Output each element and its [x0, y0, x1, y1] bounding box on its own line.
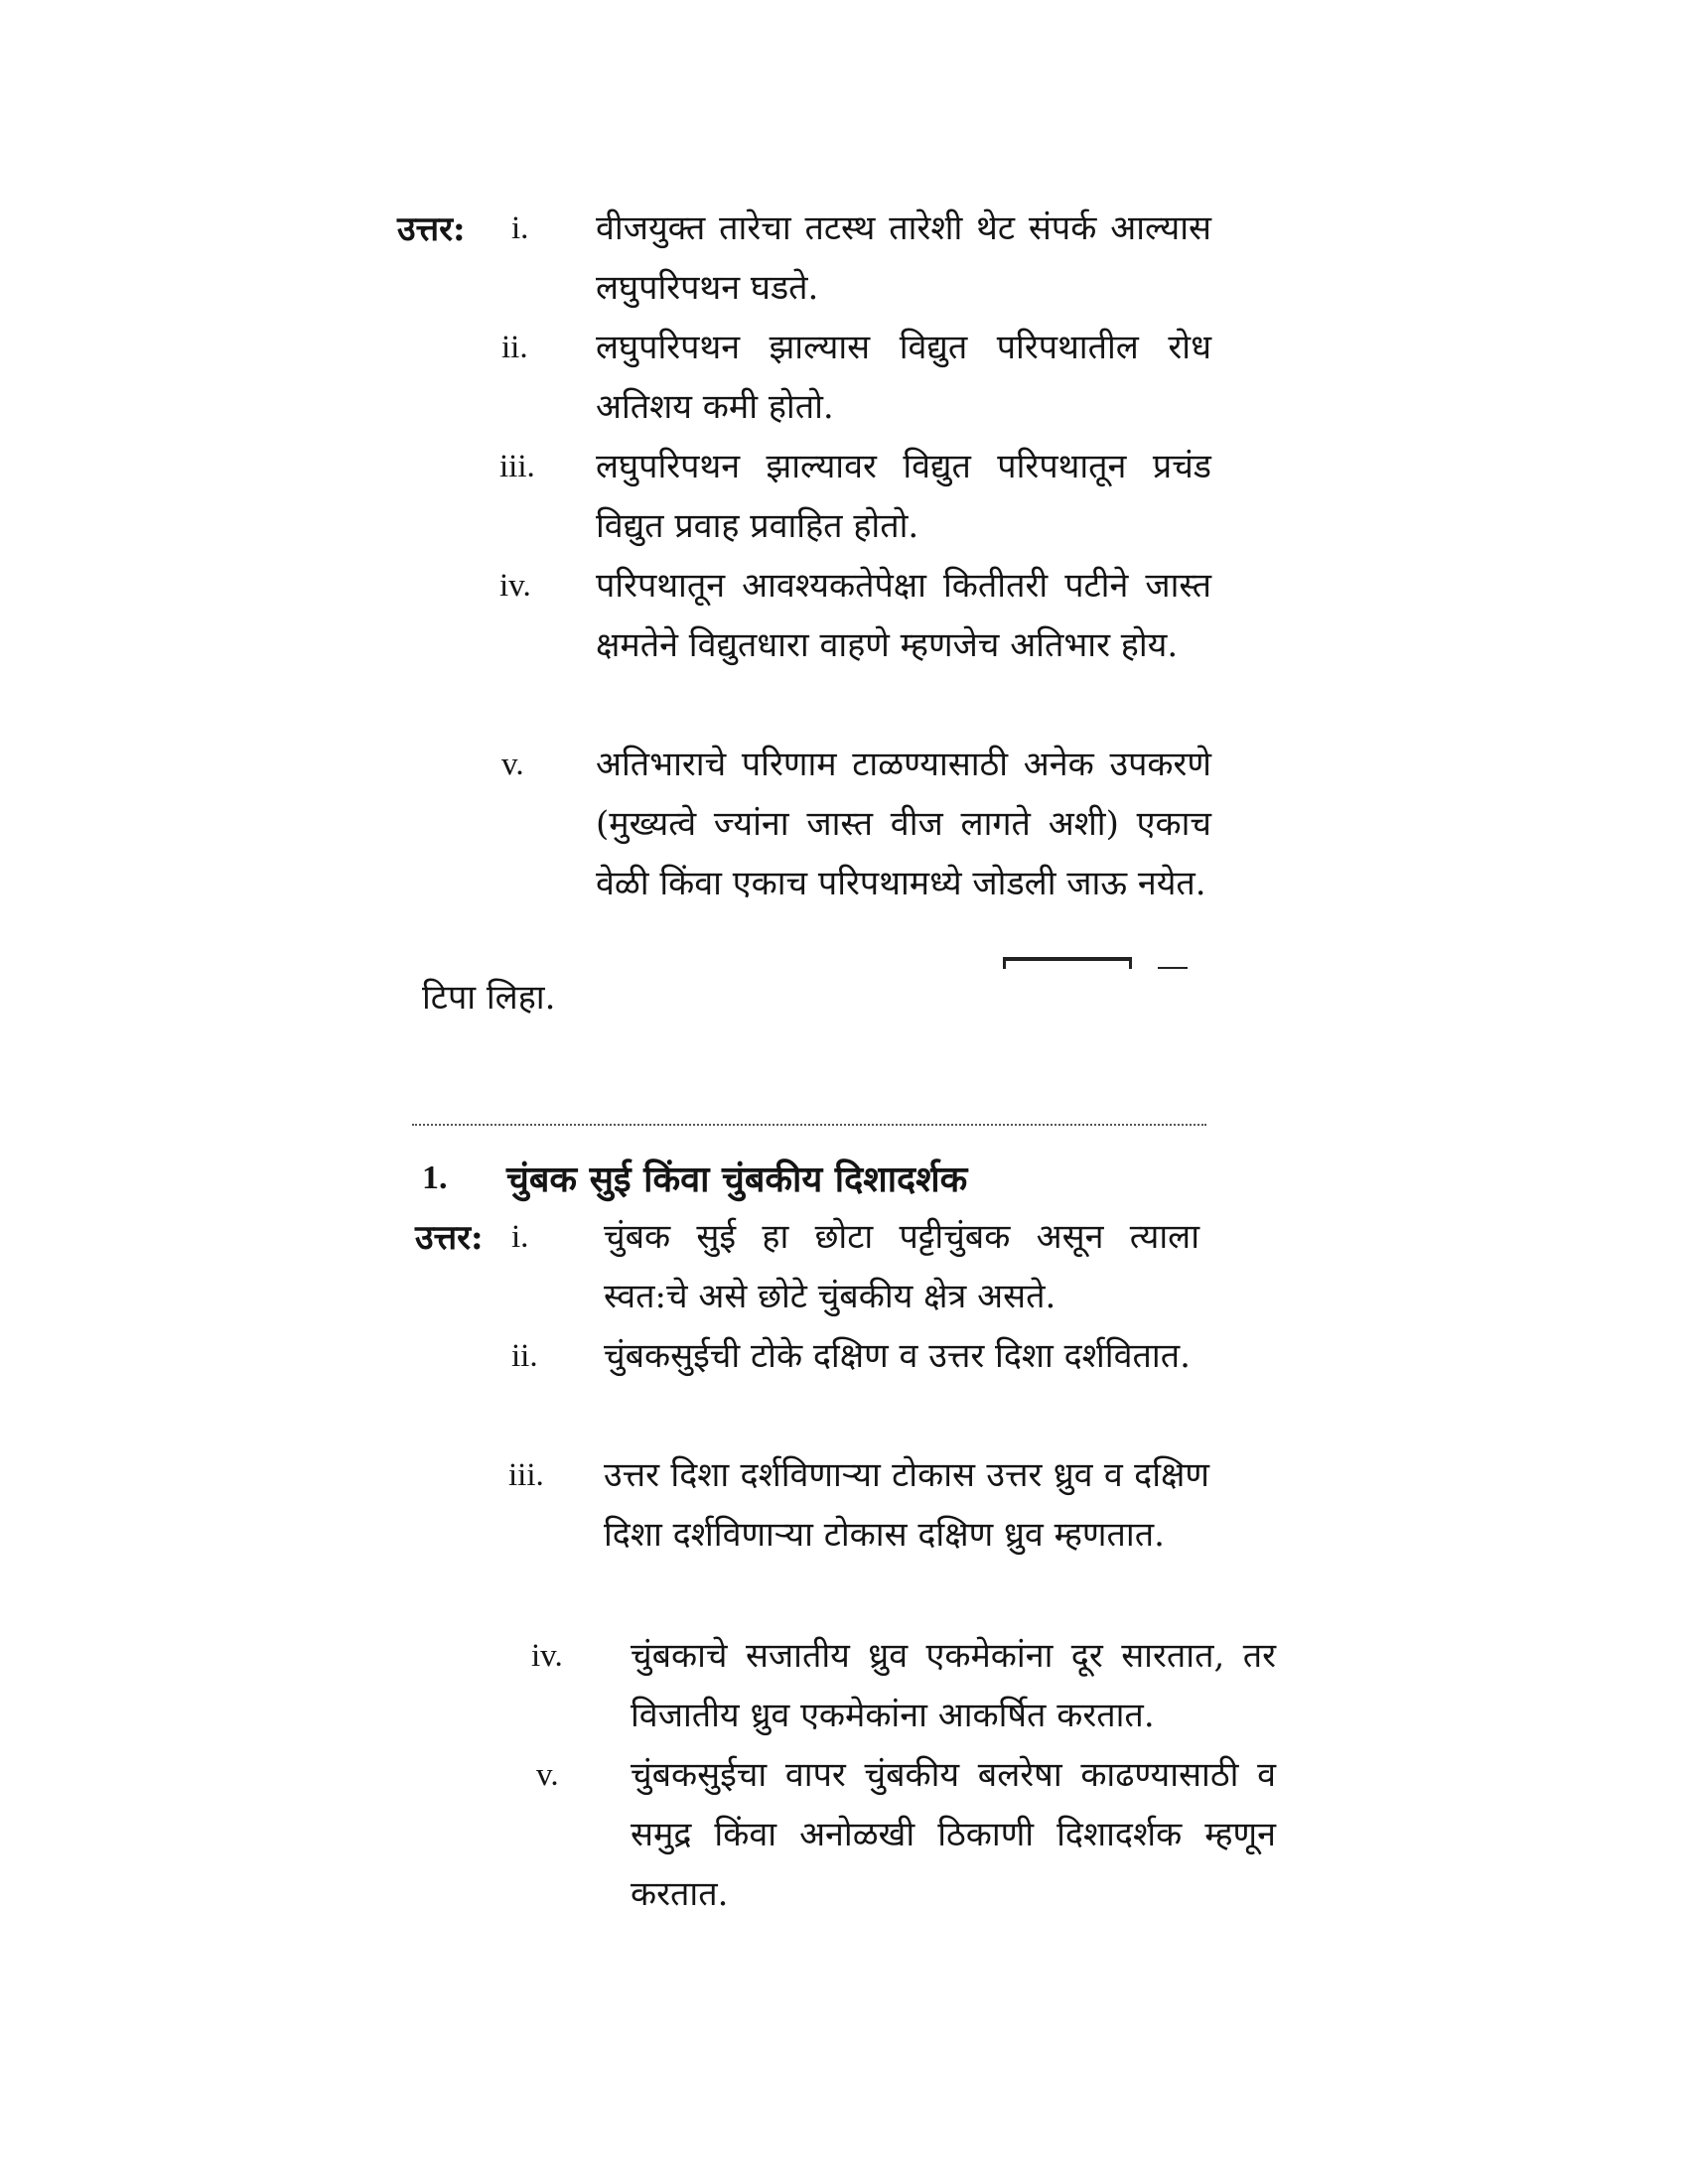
scan-mark: [1003, 957, 1006, 969]
item-number: iv.: [499, 568, 531, 604]
divider-line: [412, 1124, 1206, 1126]
item-number: iii.: [508, 1457, 544, 1493]
scan-mark: [1158, 967, 1188, 969]
scan-mark: [1003, 957, 1132, 961]
answer-item-text: लघुपरिपथन झाल्यावर विद्युत परिपथातून प्रचंड विद्युत प्रवाह प्रवाहित होतो.: [596, 447, 1211, 546]
item-number: ii.: [511, 1338, 538, 1374]
scan-mark: [1129, 957, 1132, 969]
answer-item-text: चुंबकसुईची टोके दक्षिण व उत्तर दिशा दर्शवितात.: [604, 1336, 1191, 1376]
item-number: iii.: [499, 449, 535, 484]
instruction-text: टिपा लिहा.: [422, 978, 556, 1018]
question-title: चुंबक सुई किंवा चुंबकीय दिशादर्शक: [506, 1159, 968, 1200]
answer-item-text: चुंबक सुई हा छोटा पट्टीचुंबक असून त्याला स्वत:चे असे छोटे चुंबकीय क्षेत्र असते.: [604, 1217, 1199, 1316]
item-number: v.: [536, 1757, 559, 1793]
item-number: i.: [511, 210, 529, 246]
answer-item-text: वीजयुक्त तारेचा तटस्थ तारेशी थेट संपर्क आल्यास लघुपरिपथन घडते.: [596, 208, 1211, 308]
item-number: ii.: [501, 330, 528, 365]
answer-item-text: चुंबकसुईचा वापर चुंबकीय बलरेषा काढण्यासाठी व समुद्र किंवा अनोळखी ठिकाणी दिशादर्शक म्हणून करतात.: [631, 1755, 1276, 1914]
item-number: iv.: [531, 1638, 563, 1674]
answer-item-text: लघुपरिपथन झाल्यास विद्युत परिपथातील रोध अतिशय कमी होतो.: [596, 328, 1211, 427]
answer-item-text: चुंबकाचे सजातीय ध्रुव एकमेकांना दूर सारतात, तर विजातीय ध्रुव एकमेकांना आकर्षित करतात.: [631, 1636, 1276, 1735]
answer-item-text: परिपथातून आवश्यकतेपेक्षा कितीतरी पटीने जास्त क्षमतेने विद्युतधारा वाहणे म्हणजेच अतिभार होय.: [596, 566, 1211, 665]
question-number: 1.: [422, 1160, 448, 1196]
item-number: v.: [501, 747, 524, 782]
answer-label: उत्तर:: [415, 1218, 484, 1258]
answer-label: उत्तर:: [397, 209, 466, 249]
item-number: i.: [511, 1219, 529, 1255]
answer-item-text: अतिभाराचे परिणाम टाळण्यासाठी अनेक उपकरणे (मुख्यत्वे ज्यांना जास्त वीज लागते अशी) एकाच वेळी किंवा एकाच परिपथामध्ये जोडली जाऊ नयेत.: [596, 745, 1211, 903]
answer-item-text: उत्तर दिशा दर्शविणाऱ्या टोकास उत्तर ध्रुव व दक्षिण दिशा दर्शविणाऱ्या टोकास दक्षिण ध्रुव म्हणतात.: [604, 1455, 1209, 1555]
